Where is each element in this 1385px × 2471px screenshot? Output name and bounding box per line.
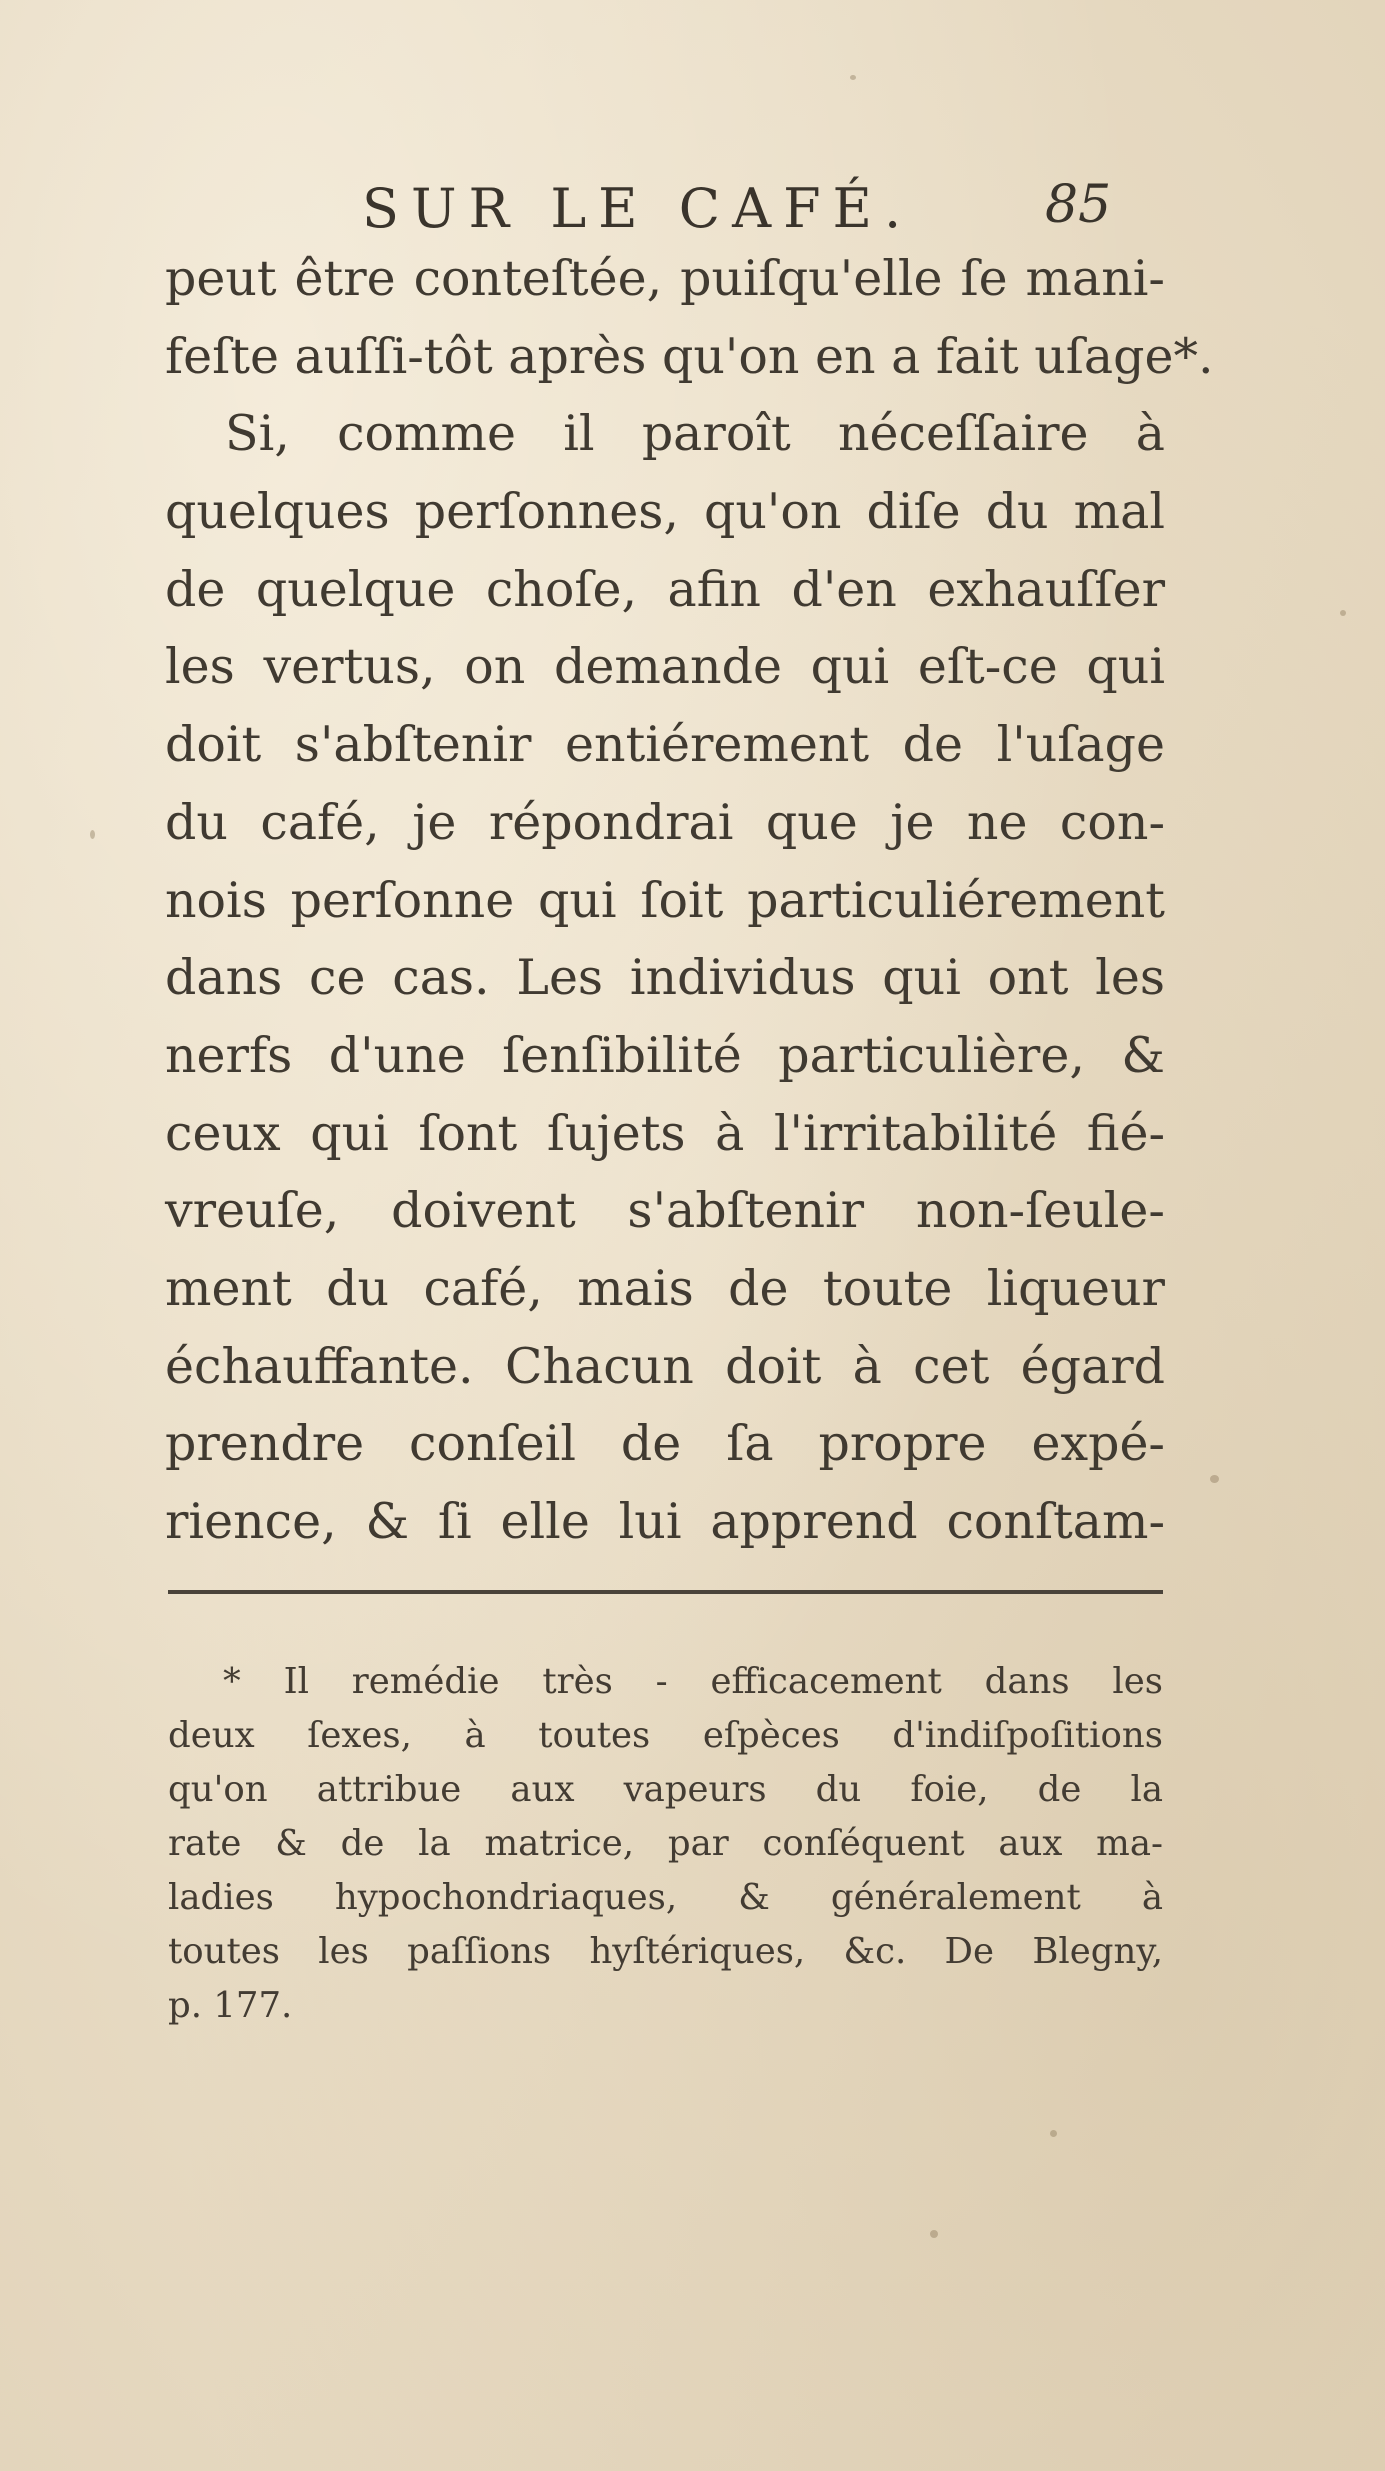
text-line: peut être conteſtée, puiſqu'elle ſe mani- — [165, 250, 1165, 307]
footnote-line: rate & de la matrice, par conſéquent aux ma- — [168, 1823, 1163, 1864]
footnote-line: * Il remédie très - efficacement dans les — [223, 1661, 1163, 1702]
footnote-line: toutes les paſſions hyſtériques, &c. De Blegny, — [168, 1931, 1163, 1972]
paper-spot — [90, 830, 95, 839]
footnote — [168, 1655, 1163, 2033]
page-number: 85 — [1045, 175, 1112, 235]
text-line: prendre conſeil de ſa propre expé- — [165, 1415, 1165, 1473]
paper-spot — [930, 2230, 938, 2238]
text-line: ment du café, mais de toute liqueur — [165, 1259, 1165, 1317]
footnote-line: qu'on attribue aux vapeurs du foie, de la — [168, 1769, 1163, 1810]
body-text — [165, 240, 1214, 1561]
paper-spot — [1050, 2130, 1057, 2137]
text-line: nois perſonne qui ſoit particuliérement — [165, 871, 1165, 929]
text-line: vreuſe, doivent s'abſtenir non-ſeule- — [165, 1182, 1165, 1240]
text-line: du café, je répondrai que je ne con- — [165, 793, 1165, 851]
running-title: SUR LE CAFÉ. — [362, 177, 914, 240]
text-line: de quelque choſe, afin d'en exhauſſer — [165, 560, 1165, 618]
text-line: rience, & ſi elle lui apprend conſtam- — [165, 1493, 1165, 1550]
text-line: ceux qui ſont ſujets à l'irritabilité fié- — [165, 1104, 1165, 1162]
text-line: Si, comme il paroît néceſſaire à — [225, 405, 1165, 463]
text-line: feſte auſſi-tôt après qu'on en a fait uſage*. — [165, 327, 1214, 385]
text-line: quelques perſonnes, qu'on diſe du mal — [165, 483, 1165, 541]
text-line: doit s'abſtenir entiérement de l'uſage — [165, 716, 1165, 774]
text-line: échauffante. Chacun doit à cet égard — [165, 1337, 1165, 1395]
text-line: dans ce cas. Les individus qui ont les — [165, 949, 1165, 1007]
paper-spot — [1340, 610, 1346, 616]
footnote-line: p. 177. — [168, 1985, 293, 2026]
footnote-line: deux ſexes, à toutes eſpèces d'indiſpoſitions — [168, 1715, 1163, 1756]
running-head — [160, 165, 1160, 245]
footnote-rule — [168, 1590, 1163, 1594]
text-line: nerfs d'une ſenſibilité particulière, & — [165, 1026, 1165, 1084]
paper-spot — [1210, 1475, 1219, 1483]
text-line: les vertus, on demande qui eſt-ce qui — [165, 638, 1165, 696]
footnote-line: ladies hypochondriaques, & généralement à — [168, 1877, 1163, 1918]
paper-spot — [850, 75, 856, 80]
